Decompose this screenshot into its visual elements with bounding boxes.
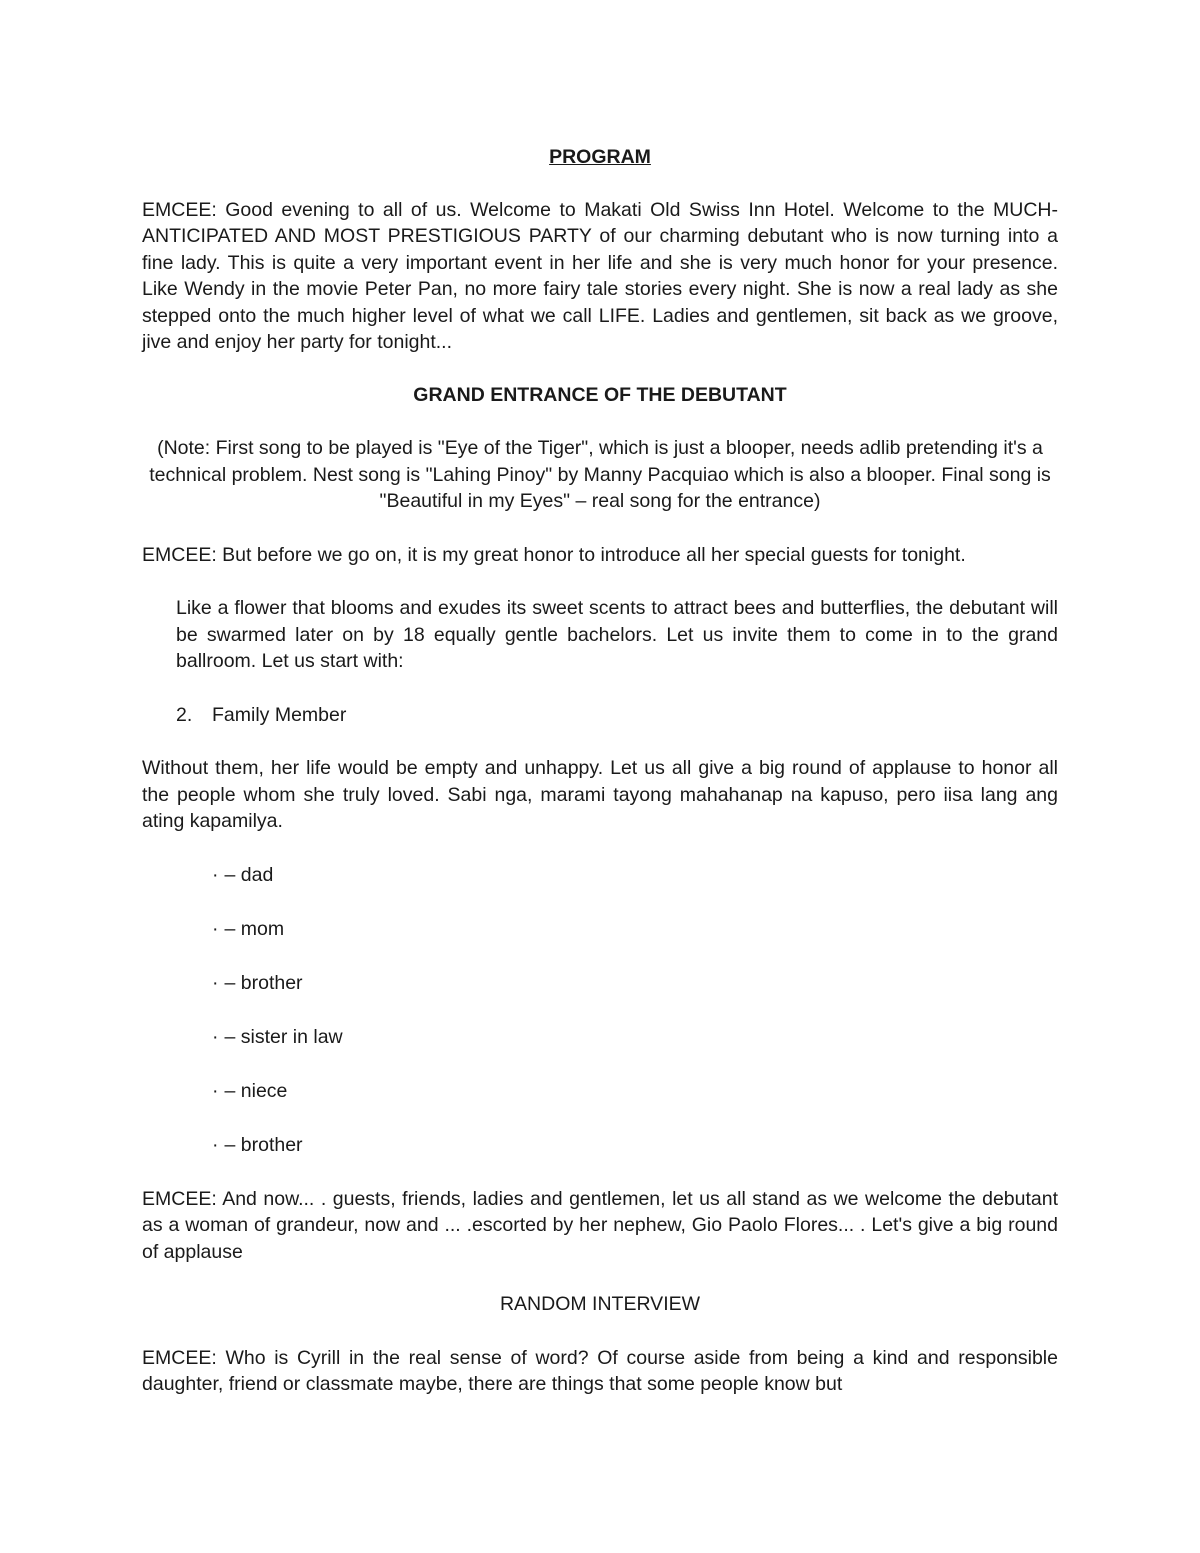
bullet-dot-icon: · bbox=[212, 917, 219, 940]
list-item-label: – mom bbox=[224, 917, 285, 940]
list-item bbox=[212, 916, 1058, 943]
list-item-label: – brother bbox=[224, 1133, 303, 1156]
list-item bbox=[212, 1078, 1058, 1105]
random-interview-heading: RANDOM INTERVIEW bbox=[499, 1293, 701, 1315]
bullet-dot-icon: · bbox=[212, 1133, 219, 1156]
flower-paragraph: Like a flower that blooms and exudes its sweet scents to attract bees and butterflies, the debutant will be swarmed later on by 18 equally gentle bachelors. Let us invite them to come in to the grand ballroom. Let us start with: bbox=[176, 597, 1058, 672]
page-title: PROGRAM bbox=[549, 146, 651, 168]
list-item-label: – sister in law bbox=[224, 1025, 343, 1048]
list-item-label: – niece bbox=[224, 1079, 288, 1102]
song-note: (Note: First song to be played is "Eye of the Tiger", which is just a blooper, needs adlib pretending it's a technical problem. Nest song is "Lahing Pinoy" by Manny Pacquiao which is also a blooper. Final song is "Beautiful in my Eyes" – real song for the entrance) bbox=[149, 437, 1051, 512]
emcee-guests-line: EMCEE: But before we go on, it is my great honor to introduce all her special guests for tonight. bbox=[142, 543, 966, 566]
list-item bbox=[212, 862, 1058, 889]
item-label: Family Member bbox=[212, 703, 347, 726]
bullet-dot-icon: · bbox=[212, 1025, 219, 1048]
intro-paragraph: EMCEE: Good evening to all of us. Welcome to Makati Old Swiss Inn Hotel. Welcome to the MUCH-ANTICIPATED AND MOST PRESTIGIOUS PARTY of our charming debutant who is now turning into a fine lady. This is quite a very important event in her life and she is very much honor for your presence. Like Wendy in the movie Peter Pan, no more fairy tale stories every night. She is now a real lady as she stepped onto the much higher level of what we call LIFE. Ladies and gentlemen, sit back as we groove, jive and enjoy her party for tonight... bbox=[142, 198, 1058, 353]
emcee-welcome-paragraph: EMCEE: And now... . guests, friends, ladies and gentlemen, let us all stand as we welcome the debutant as a woman of grandeur, now and ... .escorted by her nephew, Gio Paolo Flores... . Let's give a big round of applause bbox=[142, 1187, 1058, 1263]
family-member-list bbox=[142, 862, 1058, 1159]
list-item bbox=[212, 970, 1058, 997]
bullet-dot-icon: · bbox=[212, 971, 219, 994]
family-paragraph: Without them, her life would be empty and unhappy. Let us all give a big round of applause to honor all the people whom she truly loved. Sabi nga, marami tayong mahahanap na kapuso, pero iisa lang ang ating kapamilya. bbox=[142, 757, 1058, 832]
numbered-item bbox=[176, 702, 1058, 729]
item-number: 2. bbox=[176, 703, 193, 726]
list-item bbox=[212, 1024, 1058, 1051]
list-item-label: – brother bbox=[224, 971, 303, 994]
bullet-dot-icon: · bbox=[212, 863, 219, 886]
bullet-dot-icon: · bbox=[212, 1079, 219, 1102]
emcee-interview-paragraph: EMCEE: Who is Cyrill in the real sense of word? Of course aside from being a kind and responsible daughter, friend or classmate maybe, there are things that some people know but bbox=[142, 1346, 1058, 1395]
grand-entrance-heading: GRAND ENTRANCE OF THE DEBUTANT bbox=[413, 383, 787, 406]
document-body bbox=[142, 144, 1058, 1398]
list-item bbox=[212, 1132, 1058, 1159]
list-item-label: – dad bbox=[224, 863, 274, 886]
